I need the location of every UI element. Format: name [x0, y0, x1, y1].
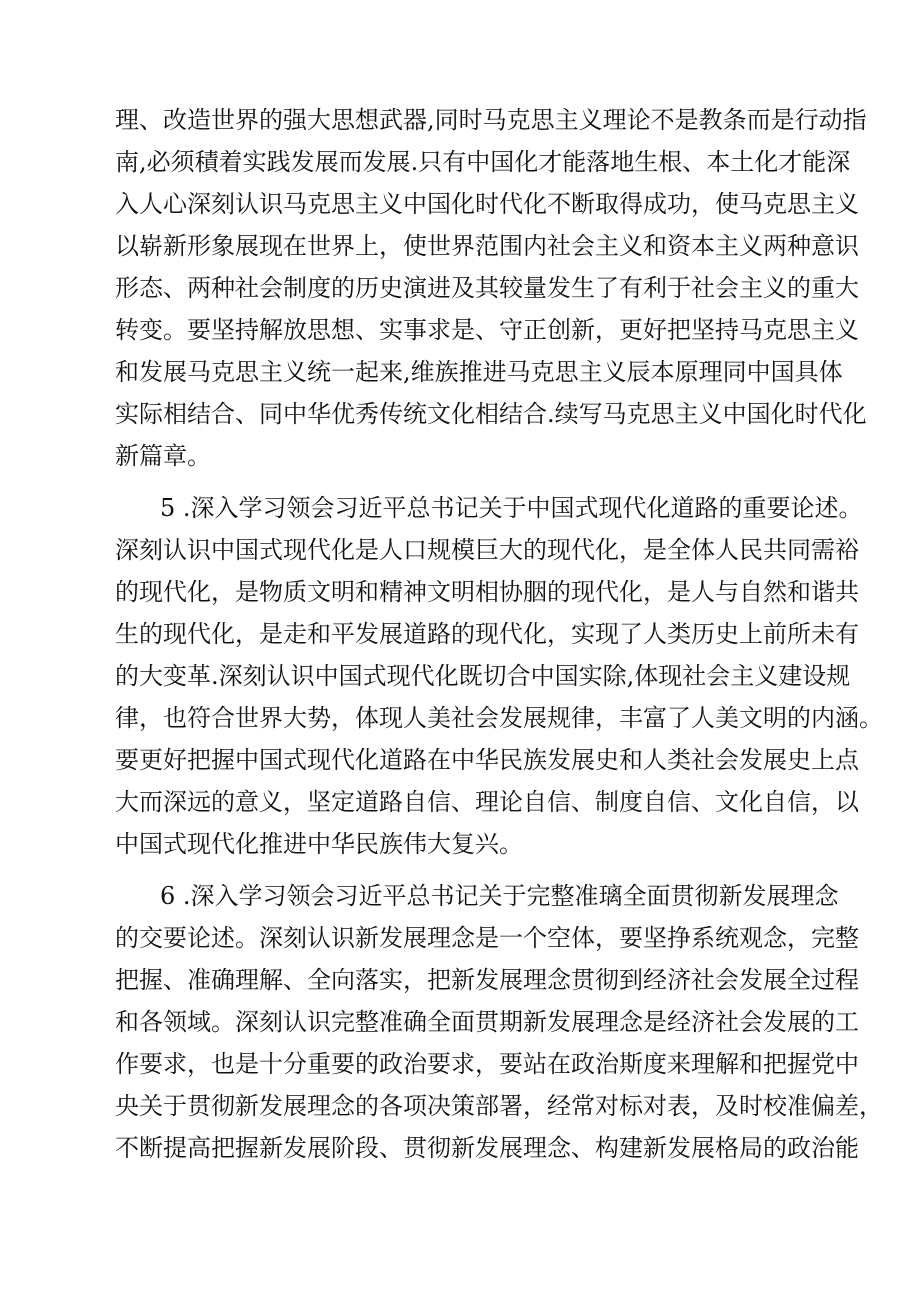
- text-line: [0, 572, 920, 612]
- text-line: [0, 100, 920, 140]
- line-text: 的大变革.深刻认识中国式现代化既切合中国实除,体现社会主义建设规: [115, 662, 851, 690]
- text-line: [0, 394, 920, 434]
- text-line: [0, 184, 920, 224]
- line-text: 大而深远的意义，坚定道路自信、理论自信、制度自信、文化自信，以: [115, 788, 859, 816]
- line-text: 新篇章。: [115, 442, 211, 470]
- line-text: 把握、准确理解、全向落实，把新发展理念贯彻到经济社会发展全过程: [115, 966, 859, 994]
- line-text: 律，也符合世界大势，体现人美社会发展规律，丰富了人美文明的内涵。: [115, 704, 883, 732]
- line-text: 不断提高把握新发展阶段、贯彻新发展理念、构建新发展格局的政治能: [115, 1134, 859, 1162]
- line-text: 转变。要坚持解放思想、实事求是、守正创新，更好把坚持马克思主义: [115, 316, 859, 344]
- text-line: [0, 1002, 920, 1042]
- text-line: [0, 614, 920, 654]
- line-text: 5 .深入学习领会习近平总书记关于中国式现代化道路的重要论述。: [160, 494, 863, 522]
- line-text: 形态、两种社会制度的历史演进及其较量发生了有利于社会主义的重大: [115, 274, 859, 302]
- line-text: 理、改造世界的强大思想武器,同时马克思主义理论不是教条而是行动指: [115, 106, 867, 134]
- text-line: [0, 698, 920, 738]
- line-text: 实际相结合、同中华优秀传统文化相结合.续写马克思主义中国化时代化: [115, 400, 867, 428]
- line-text: 的交要论述。深刻认识新发展理念是一个空体，要坚挣系统观念，完整: [115, 924, 859, 952]
- text-line: [0, 876, 920, 916]
- text-line: [0, 960, 920, 1000]
- line-text: 和发展马克思主义统一起来,维族推进马克思主义辰本原理同中国具体: [115, 358, 843, 386]
- line-text: 央关于贯彻新发展理念的各项决策部署，经常对标对表，及时校准偏差，: [115, 1092, 883, 1120]
- line-text: 南,必须積着实践发展而发展.只有中国化才能落地生根、本土化才能深: [115, 148, 851, 176]
- text-line: [0, 268, 920, 308]
- line-text: 作要求，也是十分重要的政治要求，要站在政治斯度来理解和把握党中: [115, 1050, 859, 1078]
- text-line: [0, 488, 920, 528]
- line-text: 入人心深刻认识马克思主义中国化时代化不断取得成功，使马克思主义: [115, 190, 859, 218]
- text-line: [0, 310, 920, 350]
- line-text: 的现代化，是物质文明和精神文明相协胭的现代化，是人与自然和谐共: [115, 578, 859, 606]
- line-text: 中国式现代化推进中华民族伟大复兴。: [115, 830, 523, 858]
- text-line: [0, 436, 920, 476]
- line-text: 要更好把握中国式现代化道路在中华民族发展史和人类社会发展史上点: [115, 746, 859, 774]
- text-line: [0, 782, 920, 822]
- text-line: [0, 352, 920, 392]
- text-line: [0, 740, 920, 780]
- text-line: [0, 1044, 920, 1084]
- line-text: 深刻认识中国式现代化是人口规模巨大的现代化，是全体人民共同需裕: [115, 536, 859, 564]
- text-line: [0, 918, 920, 958]
- line-text: 生的现代化，是走和平发展道路的现代化，实现了人类历史上前所未有: [115, 620, 859, 648]
- text-line: [0, 824, 920, 864]
- text-line: [0, 1086, 920, 1126]
- text-line: [0, 226, 920, 266]
- text-line: [0, 142, 920, 182]
- text-line: [0, 1128, 920, 1168]
- line-text: 和各领域。深刻认识完整准确全面贯期新发展理念是经济社会发展的工: [115, 1008, 859, 1036]
- line-text: 以崭新形象展现在世界上，使世界范围内社会主义和资本主义两种意识: [115, 232, 859, 260]
- line-text: 6 .深入学习领会习近平总书记关于完整准璃全面贯彻新发展理念: [160, 882, 839, 910]
- text-line: [0, 656, 920, 696]
- text-line: [0, 530, 920, 570]
